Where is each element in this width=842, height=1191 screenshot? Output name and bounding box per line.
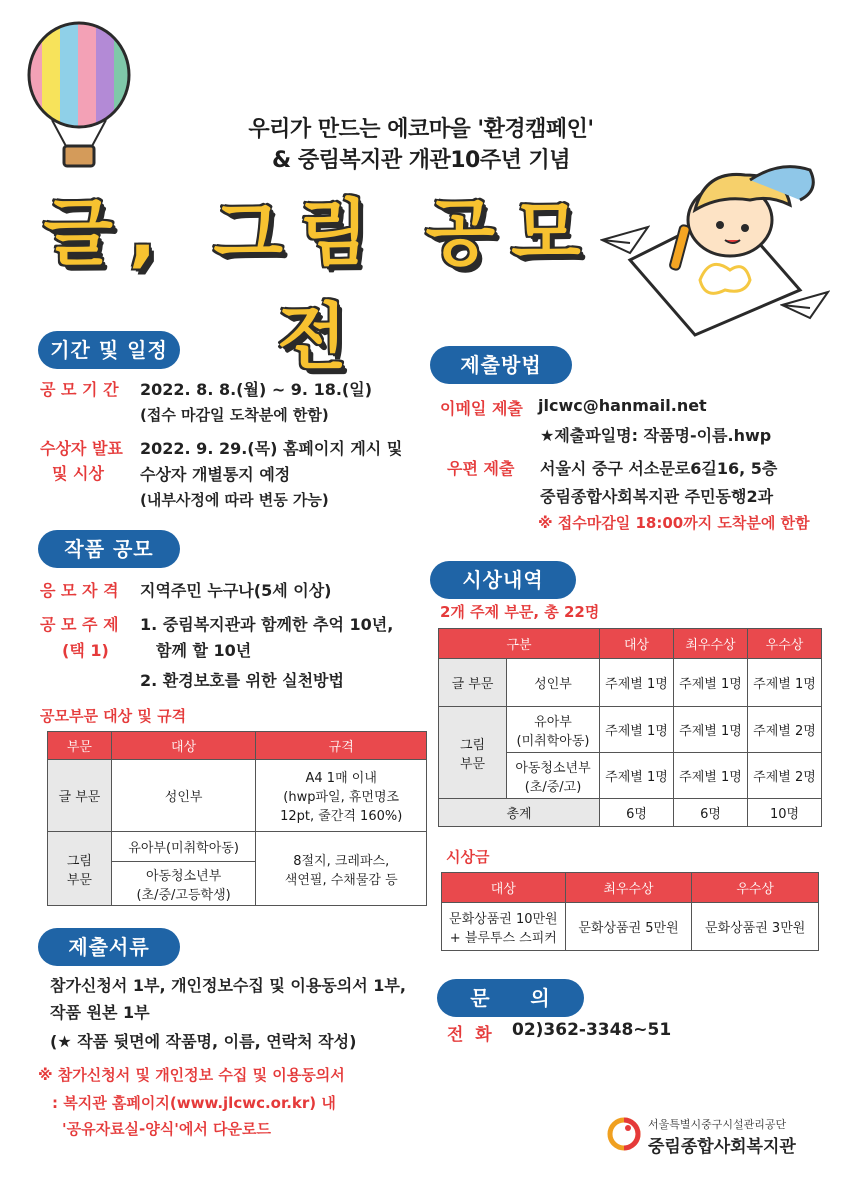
email-file-note: ★제출파일명: 작품명-이름.hwp (540, 426, 772, 445)
schedule-award-line-3: (내부사정에 따라 변동 가능) (140, 491, 329, 509)
logo-icon (606, 1116, 642, 1152)
topic-label-2: (택 1) (62, 641, 109, 660)
email-value: jlcwc@hanmail.net (538, 396, 707, 415)
schedule-heading: 기간 및 일정 (38, 331, 180, 369)
topic-line-2: 함께 할 10년 (156, 641, 252, 660)
submission-heading: 제출방법 (430, 346, 572, 384)
spec-writing-spec-2: (hwp파일, 휴먼명조 (283, 790, 400, 805)
spec-drawing-spec-2: 색연필, 수채물감 등 (284, 872, 398, 888)
schedule-award-label-2: 및 시상 (52, 464, 104, 483)
paper-plane-icon (600, 225, 650, 255)
spec-drawing-spec (256, 832, 427, 906)
spec-writing-div: 글 부문 (48, 760, 112, 832)
footer-org-big: 중림종합사회복지관 (648, 1137, 796, 1157)
awards-total-label: 총계 (439, 799, 600, 827)
schedule-award-line-1: 2022. 9. 29.(목) 홈페이지 게시 및 (140, 439, 403, 458)
awards-drawing1-grand: 주제별 1명 (600, 707, 674, 753)
prize-heading: 시상금 (446, 848, 490, 866)
spec-drawing-target-2a: 아동청소년부 (145, 868, 222, 884)
spec-writing-spec-1: A4 1매 이내 (305, 771, 377, 786)
documents-line-3: (★ 작품 뒷면에 작품명, 이름, 연락처 작성) (50, 1032, 357, 1051)
eligibility-label: 응 모 자 격 (40, 581, 119, 600)
awards-drawing-target-2a: 아동청소년부 (515, 760, 591, 776)
awards-total-merit: 10명 (748, 799, 822, 827)
awards-writing-excellence: 주제별 1명 (674, 659, 748, 707)
awards-heading: 시상내역 (430, 561, 576, 599)
awards-drawing2-merit: 주제별 2명 (748, 753, 822, 799)
schedule-award-label: 수상자 발표 (40, 439, 123, 458)
footer-org-small: 서울특별시중구시설관리공단 (648, 1118, 787, 1131)
awards-total-grand: 6명 (600, 799, 674, 827)
prize-grand-1: 문화상품권 10만원 (449, 911, 558, 927)
email-label: 이메일 제출 (440, 399, 523, 418)
awards-writing-grand: 주제별 1명 (600, 659, 674, 707)
awards-drawing-target-2 (507, 753, 600, 799)
spec-drawing-div (48, 832, 112, 906)
header-line-2: & 중림복지관 개관10주년 기념 (271, 148, 571, 173)
phone-value: 02)362-3348~51 (512, 1020, 672, 1040)
schedule-period-line-2: (접수 마감일 도착분에 한함) (140, 406, 329, 424)
awards-drawing-target-2b: (초/중/고) (524, 779, 582, 795)
header-line-1: 우리가 만드는 에코마을 '환경캠페인' (248, 117, 594, 142)
documents-note-2: : 복지관 홈페이지(www.jlcwc.or.kr) 내 (52, 1094, 336, 1112)
awards-header-div: 구분 (439, 629, 600, 659)
contact-heading: 문 의 (437, 979, 584, 1017)
topic-label: 공 모 주 제 (40, 615, 119, 634)
prize-grand (442, 903, 566, 951)
prize-merit: 문화상품권 3만원 (692, 903, 819, 951)
phone-label: 전 화 (447, 1025, 492, 1045)
post-note: ※ 접수마감일 18:00까지 도착분에 한함 (538, 514, 810, 532)
prize-header-excellence: 최우수상 (565, 873, 692, 903)
awards-drawing1-merit: 주제별 2명 (748, 707, 822, 753)
documents-heading: 제출서류 (38, 928, 180, 966)
prize-table (441, 872, 819, 951)
eligibility-value: 지역주민 누구나(5세 이상) (140, 581, 332, 600)
prize-header-merit: 우수상 (692, 873, 819, 903)
awards-drawing-div-1: 그림 (459, 737, 486, 753)
documents-line-1: 참가신청서 1부, 개인정보수집 및 이용동의서 1부, (50, 976, 406, 995)
entry-heading: 작품 공모 (38, 530, 180, 568)
spec-table (47, 731, 427, 906)
topic-line-3: 2. 환경보호를 위한 실천방법 (140, 671, 344, 690)
page-title: 글, 그림 공모전 (43, 191, 597, 379)
awards-writing-target: 성인부 (507, 659, 600, 707)
awards-drawing2-grand: 주제별 1명 (600, 753, 674, 799)
awards-drawing-target-1a: 유아부 (534, 714, 572, 730)
post-line-2: 중림종합사회복지관 주민동행2과 (540, 487, 774, 506)
awards-drawing2-excellence: 주제별 1명 (674, 753, 748, 799)
spec-writing-target: 성인부 (111, 760, 256, 832)
awards-header-excellence: 최우수상 (674, 629, 748, 659)
spec-drawing-div-2: 부문 (66, 872, 92, 888)
awards-drawing-target-1b: (미취학아동) (516, 733, 590, 749)
spec-drawing-target-1: 유아부(미취학아동) (111, 832, 256, 862)
documents-line-2: 작품 원본 1부 (50, 1003, 150, 1022)
awards-drawing-div-2: 부문 (459, 756, 486, 772)
awards-writing-merit: 주제별 1명 (748, 659, 822, 707)
spec-drawing-spec-1: 8절지, 크레파스, (293, 853, 390, 869)
schedule-period-line-1: 2022. 8. 8.(월) ~ 9. 18.(일) (140, 380, 373, 399)
spec-heading: 공모부문 대상 및 규격 (40, 707, 187, 725)
post-label: 우편 제출 (447, 459, 515, 478)
awards-summary: 2개 주제 부문, 총 22명 (440, 603, 600, 621)
awards-header-merit: 우수상 (748, 629, 822, 659)
prize-header-grand: 대상 (442, 873, 566, 903)
awards-header-grand: 대상 (600, 629, 674, 659)
awards-writing-div: 글 부문 (439, 659, 507, 707)
schedule-period-label: 공 모 기 간 (40, 380, 119, 399)
documents-note-3: '공유자료실-양식'에서 다운로드 (62, 1120, 272, 1138)
awards-drawing1-excellence: 주제별 1명 (674, 707, 748, 753)
prize-grand-2: + 블루투스 스피커 (449, 930, 557, 946)
spec-header-target: 대상 (111, 732, 256, 760)
spec-drawing-target-2b: (초/중/고등학생) (136, 887, 231, 903)
awards-table (438, 628, 822, 827)
spec-header-div: 부문 (48, 732, 112, 760)
documents-note-1: ※ 참가신청서 및 개인정보 수집 및 이용동의서 (38, 1066, 345, 1084)
prize-excellence: 문화상품권 5만원 (565, 903, 692, 951)
awards-drawing-div (439, 707, 507, 799)
schedule-award-line-2: 수상자 개별통지 예정 (140, 465, 291, 484)
topic-line-1: 1. 중림복지관과 함께한 추억 10년, (140, 615, 394, 634)
spec-drawing-target-2 (111, 862, 256, 906)
spec-writing-spec (256, 760, 427, 832)
post-line-1: 서울시 중구 서소문로6길16, 5층 (540, 459, 778, 478)
spec-drawing-div-1: 그림 (66, 853, 92, 869)
awards-drawing-target-1 (507, 707, 600, 753)
spec-header-spec: 규격 (256, 732, 427, 760)
paper-plane-icon (780, 290, 830, 320)
awards-total-excellence: 6명 (674, 799, 748, 827)
spec-writing-spec-3: 12pt, 줄간격 160%) (280, 809, 403, 824)
